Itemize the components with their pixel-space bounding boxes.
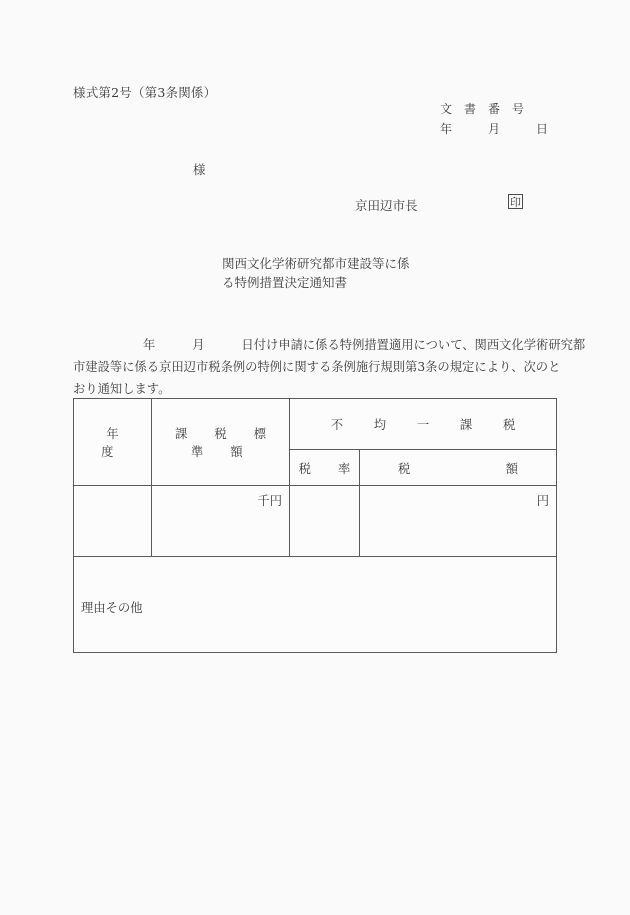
body-line-1-date-blank: 年 月 xyxy=(143,338,242,352)
page-title xyxy=(222,254,452,292)
header-tax-amount-label-right: 額 xyxy=(505,461,519,476)
header-tax-amount xyxy=(360,450,557,486)
body-line-3: おり通知します。 xyxy=(73,382,171,396)
body-paragraph xyxy=(73,334,586,400)
cell-fiscal-year-value[interactable] xyxy=(74,486,152,557)
document-date-label: 年 月 日 xyxy=(440,122,549,136)
cell-reason-other[interactable] xyxy=(74,557,557,653)
header-tax-rate xyxy=(290,450,360,486)
table-reason-row xyxy=(74,557,557,653)
cell-tax-amount-value[interactable] xyxy=(360,486,557,557)
document-number-label: 文 書 番 号 xyxy=(440,102,525,116)
cell-tax-rate-value[interactable] xyxy=(290,486,360,557)
tax-rate-value xyxy=(290,486,359,491)
seal-stamp-box: 印 xyxy=(510,196,521,209)
header-fiscal-year-label: 年 度 xyxy=(101,427,152,459)
tax-notification-table xyxy=(73,398,557,653)
body-line-1 xyxy=(73,334,586,356)
header-tax-amount-inner xyxy=(360,459,556,477)
table-header-row-1 xyxy=(74,399,557,450)
issuer-row xyxy=(355,196,535,214)
table-row xyxy=(74,486,557,557)
fiscal-year-value xyxy=(74,486,151,491)
header-tax-base-amount xyxy=(152,399,294,486)
body-line-2: 市建設等に係る京田辺市税条例の特例に関する条例施行規則第3条の規定により、次のと xyxy=(73,360,561,374)
form-code: 様式第2号（第3条関係） xyxy=(73,85,217,100)
body-line-1-text: 日付け申請に係る特例措置適用について、関西文化学術研究都 xyxy=(241,338,586,352)
header-fiscal-year xyxy=(74,399,152,486)
page-title-line-1: 関西文化学術研究都市建設等に係 xyxy=(222,256,410,271)
header-nonuniform-taxation-label: 不 均 一 課 税 xyxy=(330,418,525,432)
header-tax-amount-label-left: 税 xyxy=(398,461,411,476)
issuer-name: 京田辺市長 xyxy=(355,198,418,213)
header-tax-base-amount-label: 課 税 標 準 額 xyxy=(174,427,294,459)
tax-base-amount-unit: 千円 xyxy=(257,494,282,508)
header-tax-rate-label: 税 率 xyxy=(298,461,358,476)
tax-amount-unit: 円 xyxy=(536,494,550,508)
document-meta xyxy=(440,99,548,139)
cell-tax-base-amount-value[interactable] xyxy=(152,486,290,557)
header-nonuniform-taxation xyxy=(290,399,557,450)
reason-other-label: 理由その他 xyxy=(81,601,143,615)
page-title-line-2: る特例措置決定通知書 xyxy=(222,275,348,290)
addressee-honorific: 様 xyxy=(193,162,206,177)
